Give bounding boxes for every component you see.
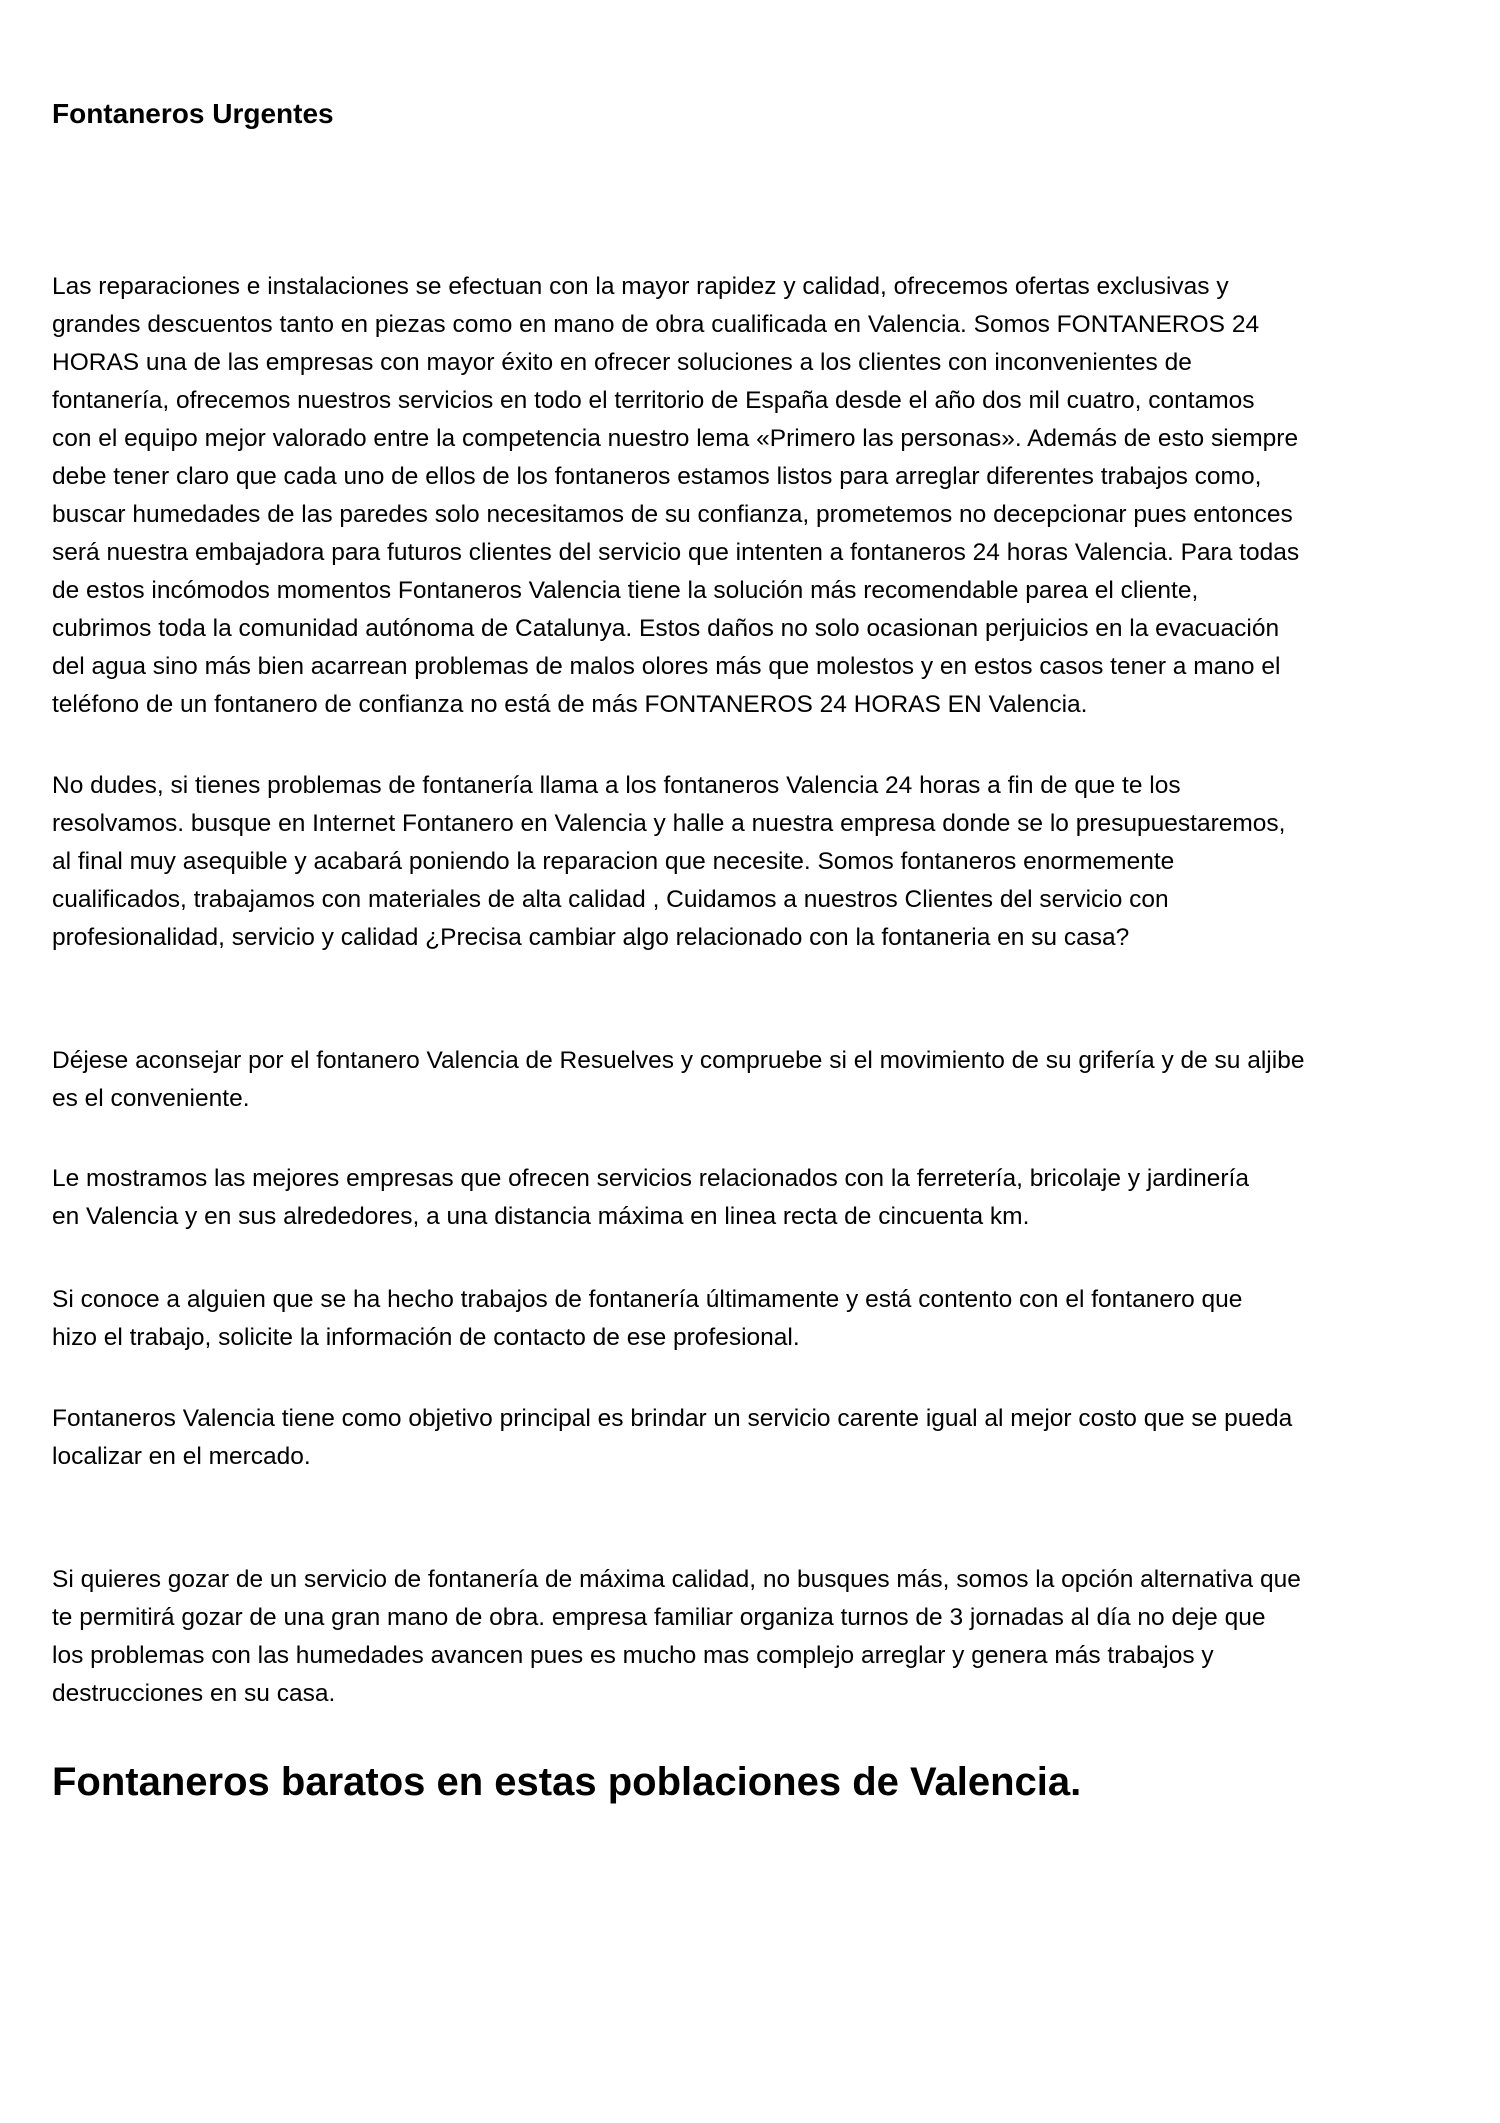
text-line: resolvamos. busque en Internet Fontanero en Valencia y halle a nuestra empresa donde se lo presupuestaremos, — [52, 810, 1286, 837]
text-line: HORAS una de las empresas con mayor éxito en ofrecer soluciones a los clientes con inconvenientes de — [52, 349, 1192, 376]
paragraph-empresas — [52, 1160, 1249, 1236]
text-line: Fontaneros Valencia tiene como objetivo principal es brindar un servicio carente igual al mejor costo que se pueda — [52, 1405, 1293, 1432]
text-line: teléfono de un fontanero de confianza no está de más FONTANEROS 24 HORAS EN Valencia. — [52, 691, 1088, 718]
text-line: No dudes, si tienes problemas de fontanería llama a los fontaneros Valencia 24 horas a fin de que te los — [52, 772, 1181, 799]
paragraph-conoce — [52, 1281, 1242, 1357]
text-line: los problemas con las humedades avancen pues es mucho mas complejo arreglar y genera más trabajos y — [52, 1642, 1214, 1669]
text-line: buscar humedades de las paredes solo necesitamos de su confianza, prometemos no decepcionar pues entonces — [52, 501, 1293, 528]
paragraph-dejese — [52, 1042, 1304, 1118]
text-line: Le mostramos las mejores empresas que ofrecen servicios relacionados con la ferretería, bricolaje y jardinería — [52, 1165, 1249, 1192]
text-line: hizo el trabajo, solicite la información de contacto de ese profesional. — [52, 1324, 800, 1351]
text-line: es el conveniente. — [52, 1085, 250, 1112]
text-line: será nuestra embajadora para futuros clientes del servicio que intenten a fontaneros 24 horas Valencia. Para todas — [52, 539, 1300, 566]
text-line: grandes descuentos tanto en piezas como en mano de obra cualificada en Valencia. Somos FONTANEROS 24 — [52, 311, 1260, 338]
text-line: del agua sino más bien acarrean problemas de malos olores más que molestos y en estos casos tener a mano el — [52, 653, 1281, 680]
paragraph-intro — [52, 268, 1299, 724]
text-line: de estos incómodos momentos Fontaneros Valencia tiene la solución más recomendable parea el cliente, — [52, 577, 1199, 604]
text-line: cualificados, trabajamos con materiales de alta calidad , Cuidamos a nuestros Clientes del servicio con — [52, 886, 1169, 913]
paragraph-objetivo — [52, 1400, 1292, 1476]
page-title: Fontaneros Urgentes — [52, 98, 334, 129]
text-line: debe tener claro que cada uno de ellos de los fontaneros estamos listos para arreglar diferentes trabajos como, — [52, 463, 1262, 490]
section-heading: Fontaneros baratos en estas poblaciones de Valencia. — [52, 1760, 1082, 1804]
text-line: en Valencia y en sus alrededores, a una distancia máxima en linea recta de cincuenta km. — [52, 1203, 1030, 1230]
text-line: te permitirá gozar de una gran mano de obra. empresa familiar organiza turnos de 3 jornadas al día no deje que — [52, 1604, 1266, 1631]
paragraph-no-dudes — [52, 767, 1285, 957]
text-line: Si quieres gozar de un servicio de fontanería de máxima calidad, no busques más, somos la opción alternativa que — [52, 1566, 1301, 1593]
text-line: al final muy asequible y acabará poniendo la reparacion que necesite. Somos fontaneros enormemente — [52, 848, 1175, 875]
text-line: fontanería, ofrecemos nuestros servicios en todo el territorio de España desde el año dos mil cuatro, contamos — [52, 387, 1255, 414]
paragraph-calidad — [52, 1561, 1301, 1713]
text-line: con el equipo mejor valorado entre la competencia nuestro lema «Primero las personas». Además de esto siempre — [52, 425, 1299, 452]
text-line: Déjese aconsejar por el fontanero Valencia de Resuelves y compruebe si el movimiento de su grifería y de su aljibe — [52, 1047, 1305, 1074]
text-line: Las reparaciones e instalaciones se efectuan con la mayor rapidez y calidad, ofrecemos ofertas exclusivas y — [52, 273, 1229, 300]
text-line: profesionalidad, servicio y calidad ¿Precisa cambiar algo relacionado con la fontaneria en su casa? — [52, 924, 1130, 951]
text-line: Si conoce a alguien que se ha hecho trabajos de fontanería últimamente y está contento con el fontanero que — [52, 1286, 1243, 1313]
text-line: localizar en el mercado. — [52, 1443, 311, 1470]
text-line: cubrimos toda la comunidad autónoma de Catalunya. Estos daños no solo ocasionan perjuicios en la evacuación — [52, 615, 1280, 642]
text-line: destrucciones en su casa. — [52, 1680, 336, 1707]
